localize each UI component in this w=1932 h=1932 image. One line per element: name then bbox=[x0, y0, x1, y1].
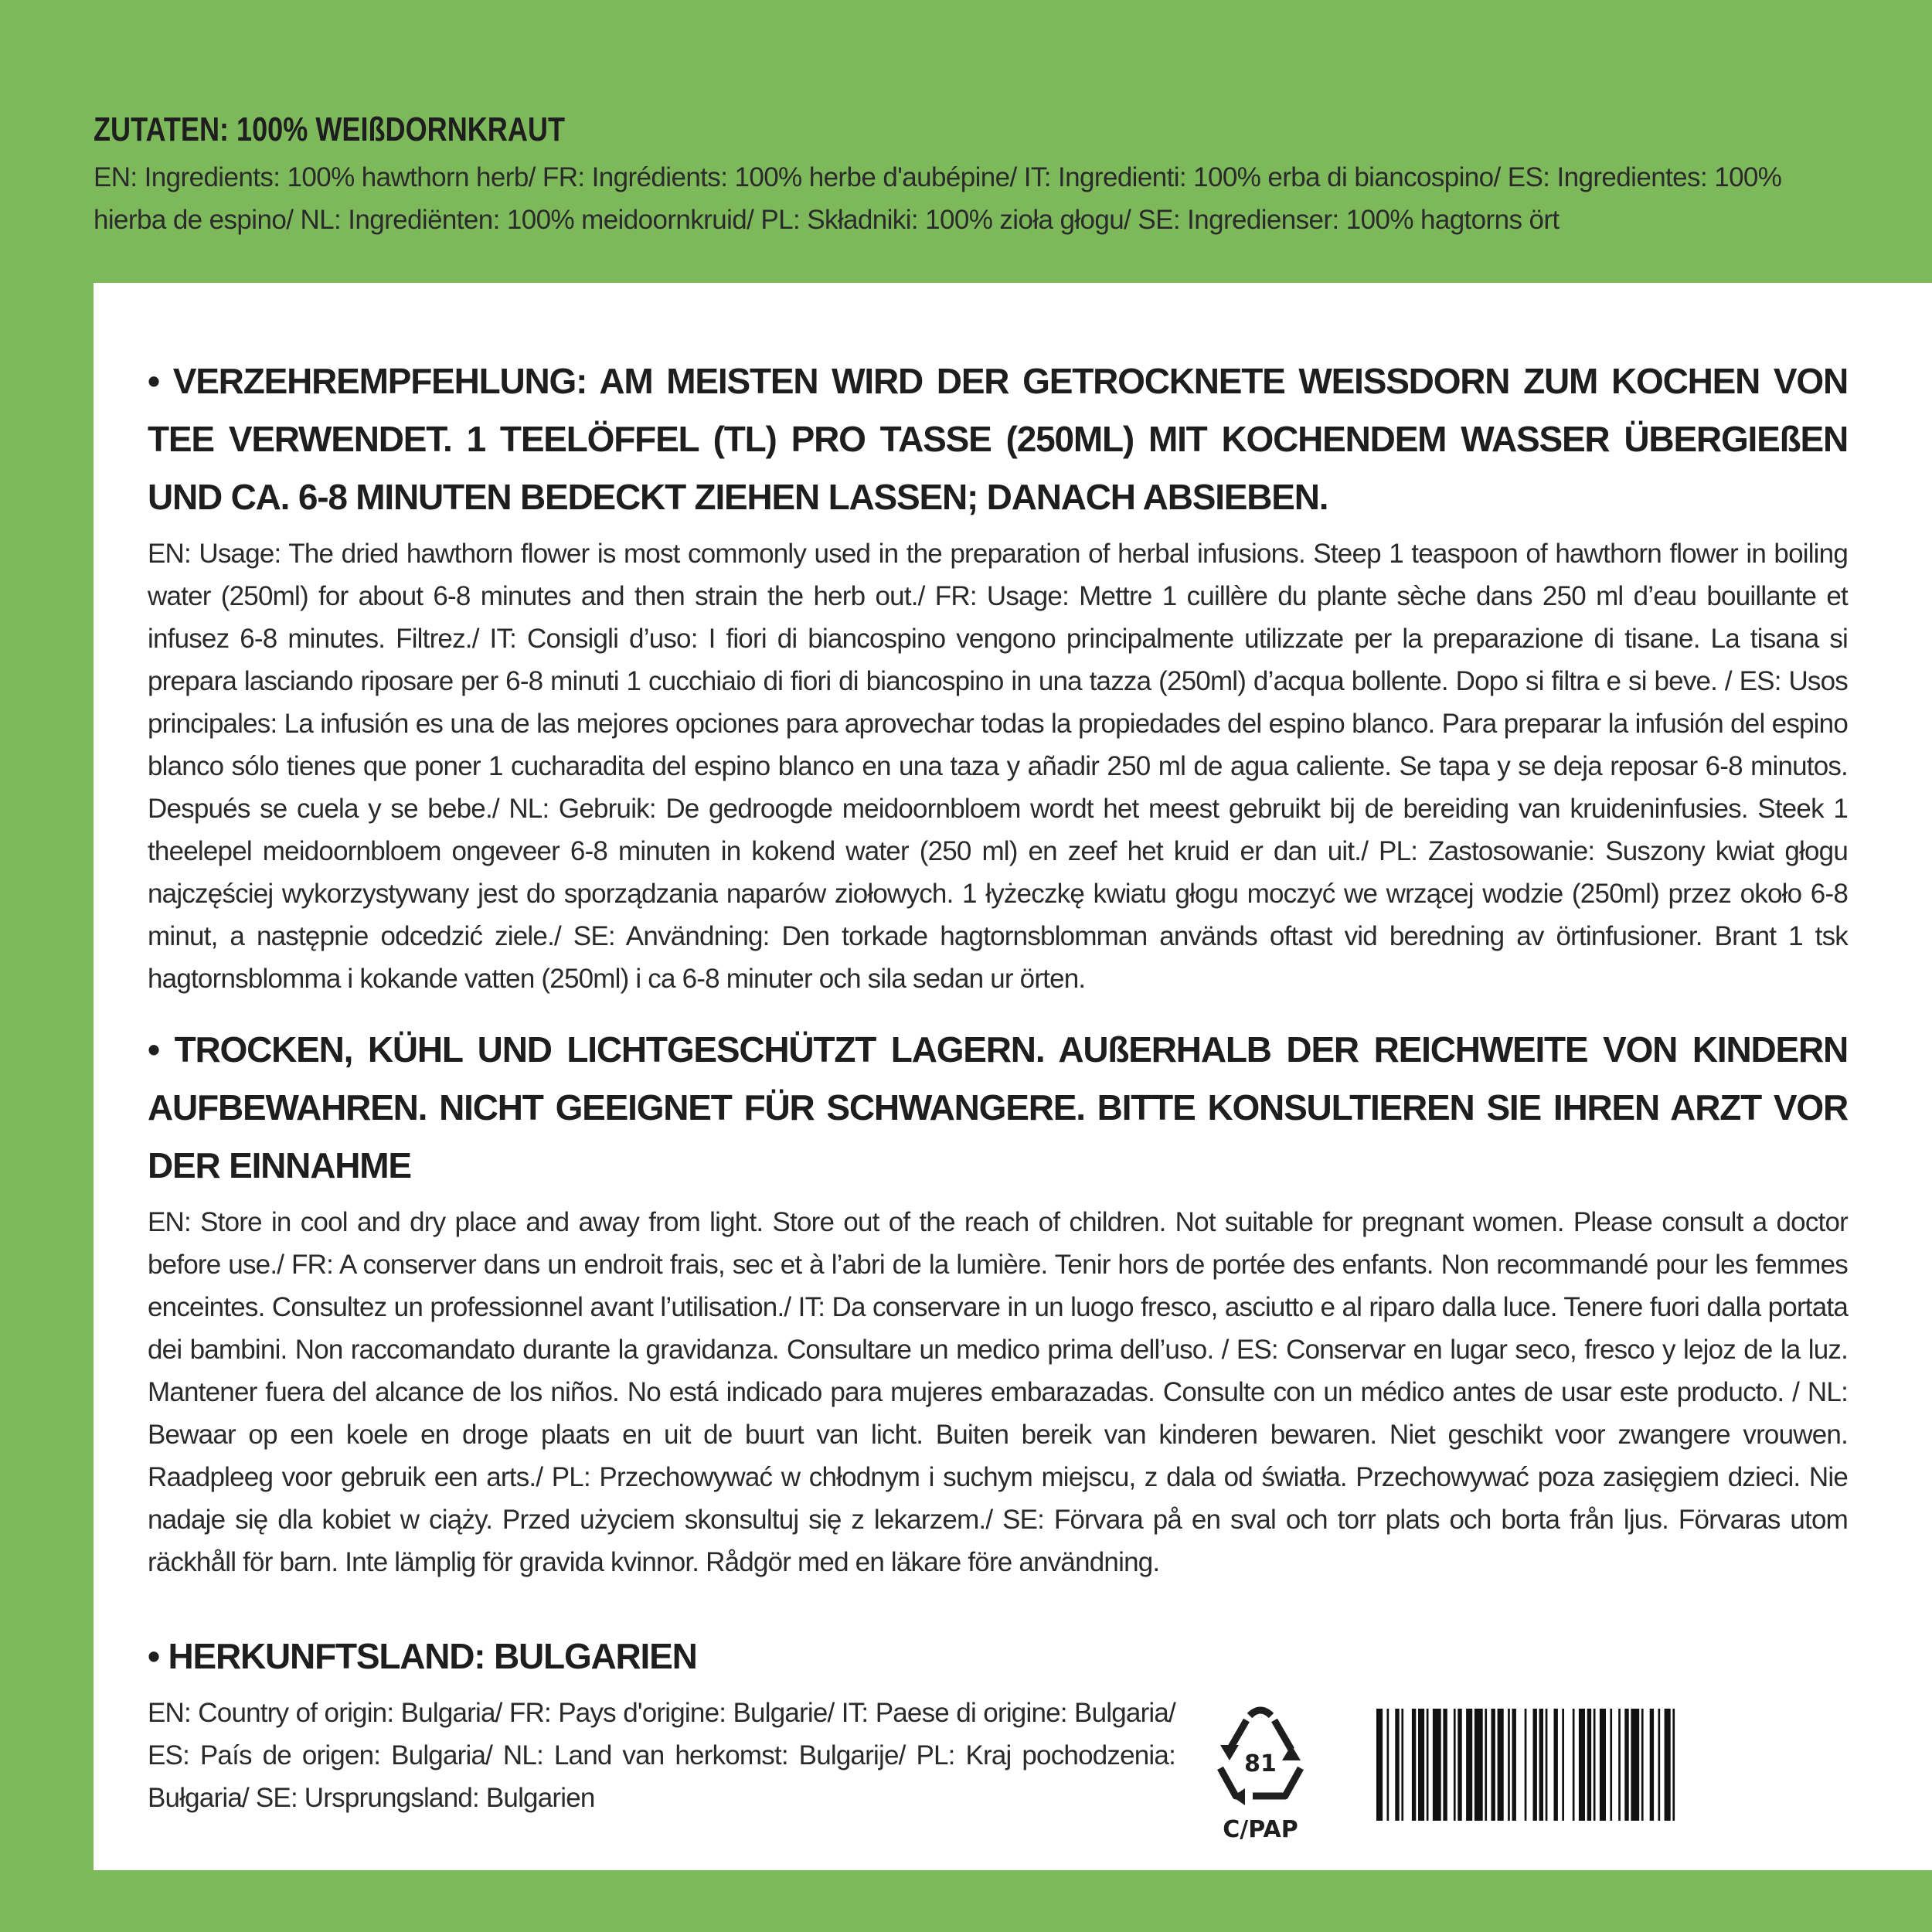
barcode-bar bbox=[1395, 1709, 1399, 1821]
storage-translation: EN: Store in cool and dry place and away from light. Store out of the reach of children. Not suitable for pregnant women. Please consult a doctor before use./ FR: A conserver dans un endroit frais, sec et à l’abri de la lumière. Tenir hors de portée des enfants. Non recommandé pour les femmes enceintes. Consultez un professionnel avant l’utilisation./ IT: Da conservare in un luogo fresco, asciutto e al riparo dalla luce. Tenere fuori dalla portata dei bambini. Non raccomandato durante la gravidanza. Consultare un medico prima dell’uso. / ES: Conservar en lugar seco, fresco y lejoz de la luz. Mantener fuera del alcance de los niños. No está indicado para mujeres embarazadas. Consulte con un médico antes de usar este producto. / NL: Bewaar op een koele en droge plaats en uit de buurt van licht. Buiten bereik van kinderen bewaren. Niet geschikt voor zwangere vrouwen. Raadpleeg voor gebruik een arts./ PL: Przechowywać w chłodnym i suchym miejscu, z dala od światła. Przechowywać poza zasięgiem dzieci. Nie nadaje się dla kobiet w ciąży. Przed użyciem skonsultuj się z lekarzem./ SE: Förvara på en sval och torr plats och borta från ljus. Förvaras utom räckhåll för barn. Inte lämplig för gravida kvinnor. Rådgör med en läkare före användning. bbox=[148, 1207, 1848, 1577]
ingredients-title: ZUTATEN: 100% WEIßDORNKRAUT bbox=[94, 111, 566, 148]
recycling-triangle-icon bbox=[1199, 1697, 1322, 1821]
barcode-bar bbox=[1618, 1709, 1621, 1821]
barcode-bar bbox=[1562, 1709, 1564, 1821]
usage-section bbox=[148, 352, 1848, 1000]
ingredients-header bbox=[94, 108, 1871, 241]
barcode-bar bbox=[1492, 1709, 1495, 1821]
ingredients-translation: EN: Ingredients: 100% hawthorn herb/ FR: Ingrédients: 100% herbe d'aubépine/ IT: Ingredienti: 100% erba di biancospino/ ES: Ingredientes: 100% hierba de espino/ NL: Ingrediënten: 100% meidoornkruid/ PL: Składniki: 100% zioła głogu/ SE: Ingredienser: 100% hagtorns ört bbox=[94, 162, 1782, 235]
barcode-bar bbox=[1533, 1709, 1537, 1821]
origin-translation: EN: Country of origin: Bulgaria/ FR: Pays d'origine: Bulgarie/ IT: Paese di origine: Bulgaria/ ES: País de origen: Bulgaria/ NL: Land van herkomst: Bulgarije/ PL: Kraj pochodzenia: Bułgaria/ SE: Ursprungsland: Bulgarien bbox=[148, 1698, 1175, 1813]
barcode-bar bbox=[1418, 1709, 1424, 1821]
origin-heading: • HERKUNFTSLAND: BULGARIEN bbox=[148, 1636, 697, 1676]
barcode-bar bbox=[1475, 1709, 1483, 1821]
barcode-bar bbox=[1454, 1709, 1456, 1821]
barcode-bar bbox=[1650, 1709, 1654, 1821]
barcode-bar bbox=[1631, 1709, 1639, 1821]
barcode-bar bbox=[1443, 1709, 1447, 1821]
usage-heading: • VERZEHREMPFEHLUNG: AM MEISTEN WIRD DER GETROCKNETE WEISSDORN ZUM KOCHEN VON TEE VERWENDET. 1 TEELÖFFEL (TL) PRO TASSE (250ML) MIT KOCHENDEM WASSER ÜBERGIEßEN UND CA. 6-8 MINUTEN BEDECKT ZIEHEN LASSEN; DANACH ABSIEBEN. bbox=[148, 361, 1848, 517]
barcode-bar bbox=[1624, 1709, 1628, 1821]
usage-translation: EN: Usage: The dried hawthorn flower is most commonly used in the preparation of herbal infusions. Steep 1 teaspoon of hawthorn flower in boiling water (250ml) for about 6-8 minutes and then strain the herb out./ FR: Usage: Mettre 1 cuillère du plante sèche dans 250 ml d’eau bouillante et infusez 6-8 minutes. Filtrez./ IT: Consigli d’uso: I fiori di biancospino vengono principalmente utilizzate per la preparazione di tisane. La tisana si prepara lasciando riposare per 6-8 minuti 1 cucchiaio di fiori di biancospino in una tazza (250ml) d’acqua bollente. Dopo si filtra e si beve. / ES: Usos principales: La infusión es una de las mejores opciones para aprovechar todas la propiedades del espino blanco. Para preparar la infusión del espino blanco sólo tienes que poner 1 cucharadita del espino blanco en una taza y añadir 250 ml de agua caliente. Se tapa y se deja reposar 6-8 minutos. Después se cuela y se bebe./ NL: Gebruik: De gedroogde meidoornbloem wordt het meest gebruikt bij de bereiding van kruideninfusies. Steek 1 theelepel meidoornbloem ongeveer 6-8 minuten in kokend water (250 ml) en zeef het kruid er dan uit./ PL: Zastosowanie: Suszony kwiat głogu najczęściej wykorzystywany jest do sporządzania naparów ziołowych. 1 łyżeczkę kwiatu głogu moczyć we wrzącej wodzie (250ml) przez około 6-8 minut, a następnie odcedzić ziele./ SE: Användning: Den torkade hagtornsblomman används oftast vid beredning av örtinfusioner. Brant 1 tsk hagtornsblomma i kokande vatten (250ml) i ca 6-8 minuter och sila sedan ur örten. bbox=[148, 539, 1848, 994]
barcode-bar bbox=[1579, 1709, 1585, 1821]
barcode-icon bbox=[1376, 1709, 1852, 1821]
barcode-bar bbox=[1412, 1709, 1416, 1821]
label-panel bbox=[94, 283, 1932, 1870]
storage-heading: • TROCKEN, KÜHL UND LICHTGESCHÜTZT LAGERN. AUßERHALB DER REICHWEITE VON KINDERN AUFBEWAHREN. NICHT GEEIGNET FÜR SCHWANGERE. BITTE KONSULTIEREN SIE IHREN ARZT VOR DER EINNAHME bbox=[148, 1029, 1848, 1185]
barcode-bar bbox=[1573, 1709, 1575, 1821]
barcode-bar bbox=[1610, 1709, 1612, 1821]
barcode-bar bbox=[1433, 1709, 1441, 1821]
storage-section bbox=[148, 1021, 1848, 1583]
barcode-bar bbox=[1525, 1709, 1527, 1821]
recycling-symbol bbox=[1199, 1697, 1322, 1859]
barcode-bar bbox=[1401, 1709, 1403, 1821]
barcode-bar bbox=[1665, 1709, 1671, 1821]
barcode-bar bbox=[1672, 1709, 1675, 1821]
barcode bbox=[1376, 1709, 1852, 1821]
recycling-number: 81 bbox=[1244, 1750, 1277, 1777]
barcode-bar bbox=[1512, 1709, 1516, 1821]
barcode-bar bbox=[1458, 1709, 1461, 1821]
barcode-bar bbox=[1594, 1709, 1596, 1821]
barcode-bar bbox=[1546, 1709, 1548, 1821]
barcode-bar bbox=[1508, 1709, 1510, 1821]
barcode-bar bbox=[1498, 1709, 1504, 1821]
barcode-bar bbox=[1485, 1709, 1487, 1821]
barcode-bar bbox=[1376, 1709, 1383, 1821]
barcode-bar bbox=[1539, 1709, 1543, 1821]
barcode-bar bbox=[1427, 1709, 1429, 1821]
barcode-bar bbox=[1641, 1709, 1644, 1821]
origin-section bbox=[148, 1628, 1175, 1819]
barcode-bar bbox=[1387, 1709, 1389, 1821]
barcode-bar bbox=[1554, 1709, 1558, 1821]
barcode-bar bbox=[1587, 1709, 1591, 1821]
barcode-bar bbox=[1658, 1709, 1661, 1821]
recycling-code: C/PAP bbox=[1223, 1816, 1298, 1843]
barcode-bar bbox=[1600, 1709, 1606, 1821]
barcode-bar bbox=[1466, 1709, 1472, 1821]
